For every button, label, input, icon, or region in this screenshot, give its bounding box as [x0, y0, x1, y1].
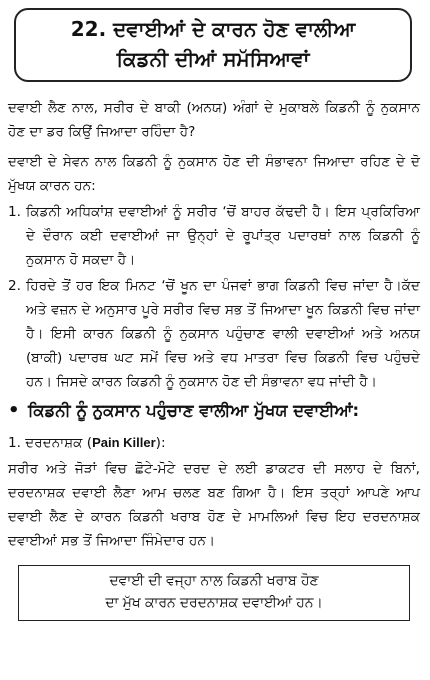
painkiller-subheading-suffix: ): [155, 435, 166, 451]
painkiller-subheading [8, 431, 420, 455]
main-drugs-heading: ਕਿਡਨੀ ਨੂੰ ਨੁਕਸਾਨ ਪਹੁੰਚਾਣ ਵਾਲੀਆ ਮੁੱਖਯ ਦਵਾਈਆਂ: [28, 401, 360, 420]
intro-paragraph: ਦਵਾਈ ਦੇ ਸੇਵਨ ਨਾਲ ਕਿਡਨੀ ਨੂੰ ਨੁਕਸਾਨ ਹੋਣ ਦੀ ਸੰਭਾਵਨਾ ਜਿਆਦਾ ਰਹਿਣ ਦੇ ਦੋ ਮੁੱਖਯ ਕਾਰਨ ਹਨ: [8, 154, 420, 194]
reason-text: ਹਿਰਦੇ ਤੋਂ ਹਰ ਇਕ ਮਿਨਟ ‘ਚੋਂ ਖੂਨ ਦਾ ਪੰਜਵਾਂ ਭਾਗ ਕਿਡਨੀ ਵਿਚ ਜਾਂਦਾ ਹੈ।ਕੱਦ ਅਤੇ ਵਜ਼ਨ ਦੇ ਅਨੁਸਾਰ ਪੂਰੇ ਸਰੀਰ ਵਿਚ ਸਭ ਤੋਂ ਜਿਆਦਾ ਖੂਨ ਕਿਡਨੀ ਵਿਚ ਜਾਂਦਾ ਹੈ। ਇਸੀ ਕਾਰਨ ਕਿਡਨੀ ਨੂੰ ਨੁਕਸਾਨ ਪਹੁੰਚਾਣ ਵਾਲੀ ਦਵਾਈਆਂ ਅਤੇ ਅਨਯ (ਬਾਕੀ) ਪਦਾਰਥ ਘਟ ਸਮੇਂ ਵਿਚ ਅਤੇ ਵਧ ਮਾਤਰਾ ਵਿਚ ਕਿਡਨੀ ਵਿਚ ਪਹੁੰਚਦੇ ਹਨ। ਜਿਸਦੇ ਕਾਰਨ ਕਿਡਨੀ ਨੂੰ ਨੁਕਸਾਨ ਹੋਣ ਦੀ ਸੰਭਾਵਨਾ ਵਧ ਜਾਂਦੀ ਹੈ। [26, 278, 420, 390]
reason-number: 2. [8, 278, 21, 294]
question-paragraph: ਦਵਾਈ ਲੈਣ ਨਾਲ, ਸਰੀਰ ਦੇ ਬਾਕੀ (ਅਨਯ) ਅੰਗਾਂ ਦੇ ਮੁਕਾਬਲੇ ਕਿਡਨੀ ਨੂੰ ਨੁਕਸਾਨ ਹੋਣ ਦਾ ਡਰ ਕਿਉਂ ਜਿਆਦਾ ਰਹਿੰਦਾ ਹੈ? [8, 100, 420, 140]
key-note-box [18, 565, 410, 621]
chapter-title-line-2: ਕਿਡਨੀ ਦੀਆਂ ਸਮੱਸਿਆਵਾਂ [116, 47, 310, 71]
painkiller-english-label: Pain Killer [92, 435, 156, 450]
chapter-title-box [14, 8, 412, 82]
reasons-list [8, 200, 420, 394]
reason-text: ਕਿਡਨੀ ਅਧਿਕਾਂਸ਼ ਦਵਾਈਆਂ ਨੂੰ ਸਰੀਰ ‘ਚੋਂ ਬਾਹਰ ਕੱਢਦੀ ਹੈ। ਇਸ ਪ੍ਰਕਿਰਿਆ ਦੇ ਦੌਰਾਨ ਕਈ ਦਵਾਈਆਂ ਜਾ ਉਨ੍ਹਾਂ ਦੇ ਰੂਪਾਂਤ੍ਰ ਪਦਾਰਥਾਂ ਨਾਲ ਕਿਡਨੀ ਨੂੰ ਨੁਕਸਾਨ ਹੋ ਸਕਦਾ ਹੈ। [26, 204, 420, 268]
reason-number: 1. [8, 204, 21, 220]
main-drugs-bullet [8, 398, 420, 423]
chapter-title-line-1: 22. ਦਵਾਈਆਂ ਦੇ ਕਾਰਨ ਹੋਣ ਵਾਲੀਆ [70, 17, 356, 41]
painkiller-subheading-prefix: 1. ਦਰਦਨਾਸ਼ਕ ( [8, 435, 93, 451]
reason-item-2 [8, 274, 420, 394]
reason-item-1 [8, 200, 420, 272]
bullet-icon: • [8, 400, 20, 421]
key-note-line-2: ਦਾ ਮੁੱਖ ਕਾਰਨ ਦਰਦਨਾਸ਼ਕ ਦਵਾਈਆਂ ਹਨ। [105, 595, 323, 611]
painkiller-paragraph: ਸਰੀਰ ਅਤੇ ਜੋੜਾਂ ਵਿਚ ਛੋਟੇ-ਮੋਟੇ ਦਰਦ ਦੇ ਲਈ ਡਾਕਟਰ ਦੀ ਸਲਾਹ ਦੇ ਬਿਨਾਂ, ਦਰਦਨਾਸ਼ਕ ਦਵਾਈ ਲੈਣਾ ਆਮ ਚਲਣ ਬਣ ਗਿਆ ਹੈ। ਇਸ ਤਰ੍ਹਾਂ ਆਪਣੇ ਆਪ ਦਵਾਈ ਲੈਣ ਦੇ ਕਾਰਨ ਕਿਡਨੀ ਖਰਾਬ ਹੋਣ ਦੇ ਮਾਮਲਿਆਂ ਵਿਚ ਇਹ ਦਰਦਨਾਸ਼ਕ ਦਵਾਈਆਂ ਸਭ ਤੋਂ ਜਿਆਦਾ ਜਿੰਮੇਦਾਰ ਹਨ। [8, 461, 420, 549]
key-note-line-1: ਦਵਾਈ ਦੀ ਵਜ੍ਹਾ ਨਾਲ ਕਿਡਨੀ ਖਰਾਬ ਹੋਣ [109, 573, 319, 589]
